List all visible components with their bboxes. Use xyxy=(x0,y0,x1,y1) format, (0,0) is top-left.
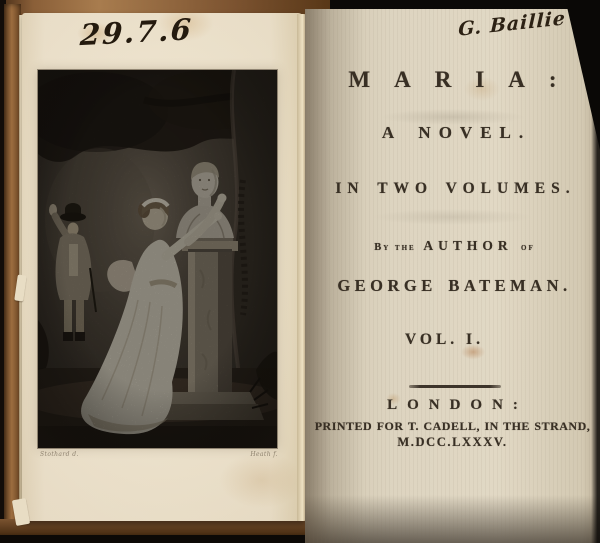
artist-signature: Stothard d. xyxy=(40,451,79,458)
byline-prefix: By the xyxy=(374,242,416,253)
book-title: MARIA: xyxy=(348,67,581,92)
engraving-illustration xyxy=(38,70,277,448)
byline xyxy=(307,239,600,254)
handwritten-owner-signature: G. Baillie xyxy=(457,7,567,41)
imprint-rule xyxy=(409,385,501,388)
byline-author: AUTHOR xyxy=(423,238,513,253)
imprint-publisher-line: PRINTED FOR T. CADELL, IN THE STRAND, xyxy=(314,419,591,433)
engraver-signature: Heath f. xyxy=(250,451,278,458)
byline-suffix: of xyxy=(521,242,535,253)
frontispiece-engraving xyxy=(38,70,277,448)
previous-work-title: GEORGE BATEMAN. xyxy=(337,276,572,295)
edition-line: IN TWO VOLUMES. xyxy=(335,180,576,197)
title-page xyxy=(305,9,600,543)
frontispiece-page xyxy=(22,13,304,521)
handwritten-price-inscription: 29.7.6 xyxy=(79,12,194,53)
imprint-year: M.DCC.LXXXV. xyxy=(397,435,508,449)
volume-label: VOL. I. xyxy=(405,331,484,348)
background-shadow-right xyxy=(591,0,600,543)
imprint-city: LONDON: xyxy=(387,397,528,413)
book-subtitle: A NOVEL. xyxy=(381,123,532,142)
